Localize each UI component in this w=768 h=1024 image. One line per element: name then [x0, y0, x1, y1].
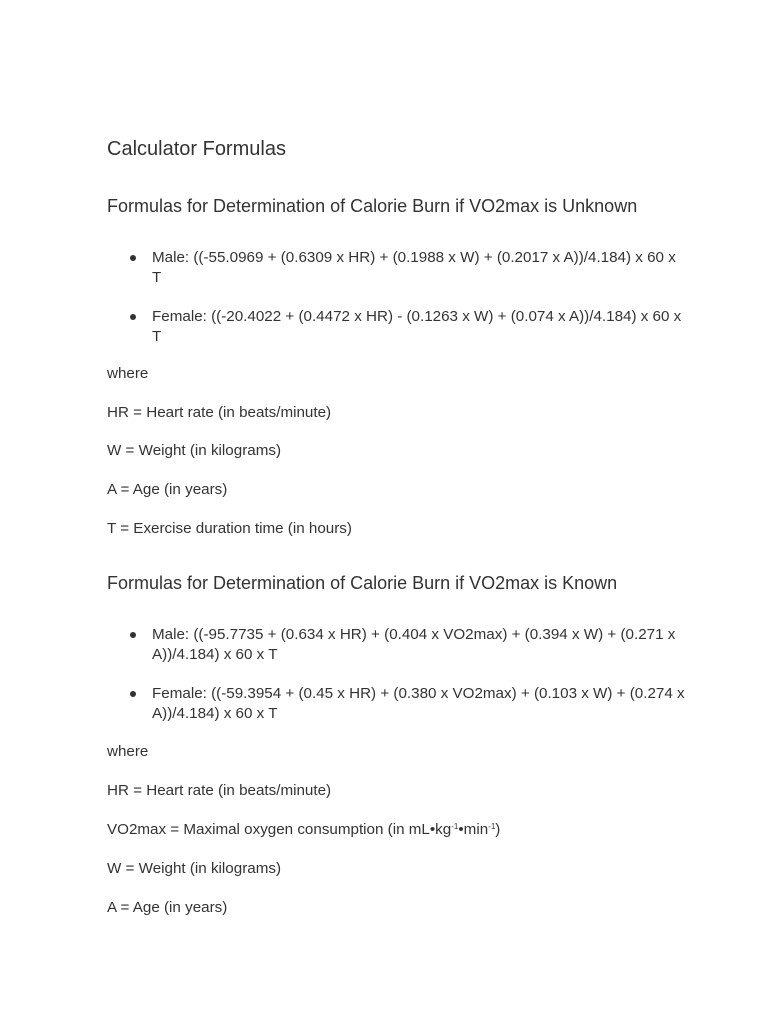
bullet-icon [130, 255, 136, 261]
definition-w: W = Weight (in kilograms) [107, 442, 281, 459]
formula-text: Male: ((-95.7735 + (0.634 x HR) + (0.404 x VO2max) + (0.394 x W) + (0.271 x A))/4.184) x 60 x T [152, 626, 676, 663]
definition-a: A = Age (in years) [107, 481, 228, 498]
formula-text: Male: ((-55.0969 + (0.6309 x HR) + (0.1988 x W) + (0.2017 x A))/4.184) x 60 x T [152, 249, 676, 286]
bullet-icon [130, 314, 136, 320]
superscript: -1 [488, 822, 496, 831]
definition-vo2max-end: ) [495, 821, 501, 838]
definition-t: T = Exercise duration time (in hours) [107, 520, 352, 537]
formula-list-known [107, 625, 687, 723]
formula-text: Female: ((-20.4022 + (0.4472 x HR) - (0.1263 x W) + (0.074 x A))/4.184) x 60 x T [152, 308, 682, 345]
definition-w: W = Weight (in kilograms) [107, 860, 281, 877]
page-title: Calculator Formulas [107, 138, 286, 160]
definition-a: A = Age (in years) [107, 899, 228, 916]
definition-hr: HR = Heart rate (in beats/minute) [107, 404, 332, 421]
definition-hr: HR = Heart rate (in beats/minute) [107, 782, 332, 799]
formula-item-female [107, 307, 687, 346]
formula-list-unknown [107, 248, 687, 346]
definition-vo2max-text: VO2max = Maximal oxygen consumption (in mL•kg [107, 821, 452, 838]
bullet-icon [130, 691, 136, 697]
superscript: -1 [451, 822, 459, 831]
where-label: where [107, 743, 149, 760]
where-label: where [107, 365, 149, 382]
section-heading-unknown: Formulas for Determination of Calorie Burn if VO2max is Unknown [107, 196, 638, 216]
formula-item-male [107, 625, 687, 664]
definition-vo2max [107, 820, 500, 839]
formula-item-female [107, 684, 687, 723]
bullet-icon [130, 632, 136, 638]
section-heading-known: Formulas for Determination of Calorie Burn if VO2max is Known [107, 573, 618, 593]
definition-vo2max-mid: •min [458, 821, 489, 838]
formula-text: Female: ((-59.3954 + (0.45 x HR) + (0.380 x VO2max) + (0.103 x W) + (0.274 x A))/4.184) x 60 x T [152, 685, 685, 722]
formula-item-male [107, 248, 687, 287]
